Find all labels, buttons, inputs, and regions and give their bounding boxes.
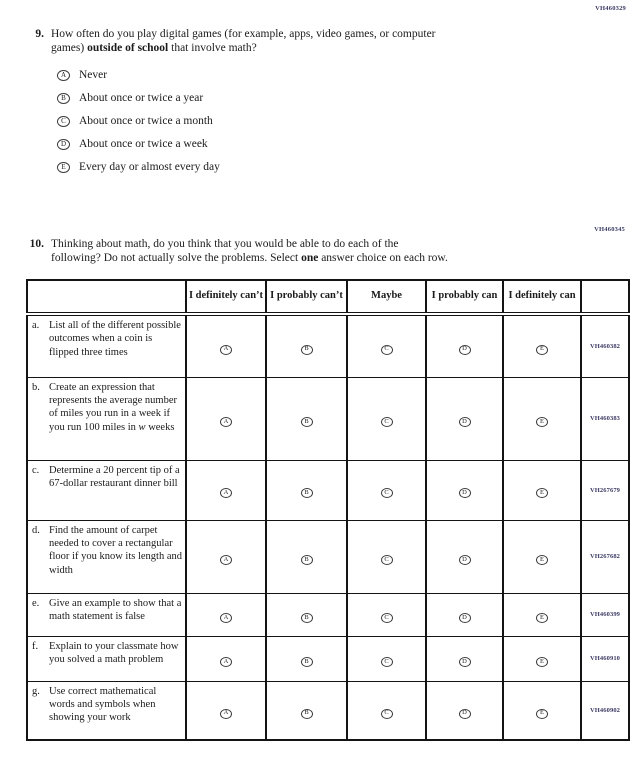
- row-c-bubble-a-icon[interactable]: A: [220, 488, 232, 498]
- row-c-code: VH267679: [581, 460, 629, 520]
- row-f-cell-probably-cant: [266, 636, 347, 681]
- option-label: About once or twice a week: [79, 138, 208, 150]
- question-9-text: [51, 27, 436, 55]
- table-row-c: [27, 460, 629, 520]
- row-c-bubble-d-icon[interactable]: D: [459, 488, 471, 498]
- row-f-cell-definitely-can: [503, 636, 581, 681]
- row-a-stem-text: List all of the different possible outcomes when a coin is flipped three times: [49, 320, 181, 358]
- row-b-stem-post: weeks: [145, 421, 175, 433]
- option-once-twice-year: [57, 91, 640, 105]
- row-b-bubble-c-icon[interactable]: C: [381, 417, 393, 427]
- row-b-cell-maybe: [347, 377, 426, 460]
- row-d-stem: [27, 520, 186, 593]
- answer-bubble-b-icon[interactable]: B: [57, 93, 70, 104]
- question-9-line1: How often do you play digital games (for example, apps, video games, or computer: [51, 28, 436, 40]
- row-d-bubble-e-icon[interactable]: E: [536, 555, 548, 565]
- row-c-stem: [27, 460, 186, 520]
- question-9-line2-bold: outside of school: [87, 42, 169, 54]
- row-c-cell-definitely-cant: [186, 460, 266, 520]
- row-g-bubble-a-icon[interactable]: A: [220, 709, 232, 719]
- row-g-bubble-c-icon[interactable]: C: [381, 709, 393, 719]
- row-c-cell-probably-can: [426, 460, 503, 520]
- row-a-stem: [27, 314, 186, 377]
- row-b-cell-probably-cant: [266, 377, 347, 460]
- row-g-cell-definitely-can: [503, 681, 581, 740]
- table-row-g: [27, 681, 629, 740]
- row-c-cell-definitely-can: [503, 460, 581, 520]
- row-a-cell-definitely-can: [503, 314, 581, 377]
- header-maybe: Maybe: [347, 280, 426, 314]
- row-b-stem: [27, 377, 186, 460]
- row-c-cell-probably-cant: [266, 460, 347, 520]
- table-row-a: [27, 314, 629, 377]
- row-d-cell-probably-can: [426, 520, 503, 593]
- answer-bubble-a-icon[interactable]: A: [57, 70, 70, 81]
- question-10-number: 10.: [29, 238, 44, 250]
- row-f-stem-text: Explain to your classmate how you solved a math problem: [49, 640, 179, 665]
- row-b-cell-definitely-can: [503, 377, 581, 460]
- row-d-bubble-a-icon[interactable]: A: [220, 555, 232, 565]
- row-a-cell-probably-cant: [266, 314, 347, 377]
- answer-bubble-d-icon[interactable]: D: [57, 139, 70, 150]
- row-f-bubble-c-icon[interactable]: C: [381, 657, 393, 667]
- row-b-bubble-b-icon[interactable]: B: [301, 417, 313, 427]
- row-d-bubble-b-icon[interactable]: B: [301, 555, 313, 565]
- answer-matrix-table: [26, 279, 630, 741]
- row-g-cell-definitely-cant: [186, 681, 266, 740]
- row-a-cell-definitely-cant: [186, 314, 266, 377]
- question-10-line2-pre: following? Do not actually solve the problems. Select: [51, 252, 302, 264]
- row-b-stem-pre: Create an expression that represents the average number of miles you run in a week if you run 100 miles in: [49, 381, 177, 433]
- row-f-cell-definitely-cant: [186, 636, 266, 681]
- row-d-cell-definitely-can: [503, 520, 581, 593]
- question-10-text: [51, 237, 448, 265]
- row-f-bubble-e-icon[interactable]: E: [536, 657, 548, 667]
- row-c-bubble-b-icon[interactable]: B: [301, 488, 313, 498]
- row-a-bubble-b-icon[interactable]: B: [301, 345, 313, 355]
- row-f-bubble-b-icon[interactable]: B: [301, 657, 313, 667]
- row-b-bubble-d-icon[interactable]: D: [459, 417, 471, 427]
- row-g-cell-probably-cant: [266, 681, 347, 740]
- question-9: [0, 0, 640, 174]
- row-e-code: VH460399: [581, 593, 629, 636]
- row-f-cell-maybe: [347, 636, 426, 681]
- table-header-row: [27, 280, 629, 314]
- row-e-bubble-c-icon[interactable]: C: [381, 613, 393, 623]
- question-9-number: 9.: [35, 28, 44, 40]
- form-code-q10: VH460345: [594, 226, 625, 233]
- answer-bubble-c-icon[interactable]: C: [57, 116, 70, 127]
- row-a-bubble-d-icon[interactable]: D: [459, 345, 471, 355]
- row-b-code: VH460383: [581, 377, 629, 460]
- row-f-bubble-d-icon[interactable]: D: [459, 657, 471, 667]
- row-e-stem-text: Give an example to show that a math statement is false: [49, 597, 182, 622]
- table-row-b: [27, 377, 629, 460]
- header-probably-can: I probably can: [426, 280, 503, 314]
- question-9-line2-pre: games): [51, 42, 88, 54]
- question-10-line2-bold: one: [301, 252, 319, 264]
- row-b-stem-text: [49, 381, 182, 435]
- header-code-column: [581, 280, 629, 314]
- row-f-code: VH460910: [581, 636, 629, 681]
- header-definitely-cant: I definitely can’t: [186, 280, 266, 314]
- row-c-bubble-c-icon[interactable]: C: [381, 488, 393, 498]
- option-label: Every day or almost every day: [79, 161, 220, 173]
- table-row-e: [27, 593, 629, 636]
- answer-bubble-e-icon[interactable]: E: [57, 162, 70, 173]
- option-label: About once or twice a month: [79, 115, 213, 127]
- row-b-cell-probably-can: [426, 377, 503, 460]
- row-d-bubble-c-icon[interactable]: C: [381, 555, 393, 565]
- row-e-cell-probably-cant: [266, 593, 347, 636]
- row-d-cell-maybe: [347, 520, 426, 593]
- option-once-twice-week: [57, 137, 640, 151]
- row-f-cell-probably-can: [426, 636, 503, 681]
- row-f-stem: [27, 636, 186, 681]
- form-code-q9: VH460329: [595, 5, 626, 12]
- row-a-bubble-e-icon[interactable]: E: [536, 345, 548, 355]
- option-every-day: [57, 160, 640, 174]
- row-f-bubble-a-icon[interactable]: A: [220, 657, 232, 667]
- row-b-bubble-a-icon[interactable]: A: [220, 417, 232, 427]
- row-b-stem-variable: w: [138, 421, 146, 433]
- row-d-letter: d.: [32, 524, 40, 536]
- option-once-twice-month: [57, 114, 640, 128]
- table-row-f: [27, 636, 629, 681]
- row-g-stem-text: Use correct mathematical words and symbols when showing your work: [49, 685, 157, 724]
- row-e-letter: e.: [32, 597, 40, 609]
- question-10-line1: Thinking about math, do you think that you would be able to do each of the: [51, 238, 399, 250]
- question-9-prompt: [0, 27, 640, 55]
- row-a-bubble-c-icon[interactable]: C: [381, 345, 393, 355]
- row-g-bubble-b-icon[interactable]: B: [301, 709, 313, 719]
- row-b-cell-definitely-cant: [186, 377, 266, 460]
- row-g-stem: [27, 681, 186, 740]
- row-g-bubble-d-icon[interactable]: D: [459, 709, 471, 719]
- question-10-prompt: [0, 237, 640, 265]
- option-label: About once or twice a year: [79, 92, 204, 104]
- question-9-options: [57, 68, 640, 174]
- row-e-cell-maybe: [347, 593, 426, 636]
- row-b-bubble-e-icon[interactable]: E: [536, 417, 548, 427]
- row-g-bubble-e-icon[interactable]: E: [536, 709, 548, 719]
- row-c-cell-maybe: [347, 460, 426, 520]
- header-definitely-can: I definitely can: [503, 280, 581, 314]
- row-g-code: VH460902: [581, 681, 629, 740]
- row-e-cell-definitely-cant: [186, 593, 266, 636]
- header-probably-cant: I probably can’t: [266, 280, 347, 314]
- row-c-stem-text: Determine a 20 percent tip of a 67-dollar restaurant dinner bill: [49, 464, 180, 489]
- row-a-bubble-a-icon[interactable]: A: [220, 345, 232, 355]
- row-e-bubble-b-icon[interactable]: B: [301, 613, 313, 623]
- row-a-cell-maybe: [347, 314, 426, 377]
- row-e-stem: [27, 593, 186, 636]
- option-never: [57, 68, 640, 82]
- row-e-cell-definitely-can: [503, 593, 581, 636]
- row-d-cell-probably-cant: [266, 520, 347, 593]
- row-f-letter: f.: [32, 640, 39, 652]
- row-e-bubble-d-icon[interactable]: D: [459, 613, 471, 623]
- row-a-code: VH460382: [581, 314, 629, 377]
- row-d-code: VH267682: [581, 520, 629, 593]
- question-10: [0, 237, 640, 741]
- row-d-cell-definitely-cant: [186, 520, 266, 593]
- row-c-letter: c.: [32, 464, 40, 476]
- row-a-cell-probably-can: [426, 314, 503, 377]
- table-row-d: [27, 520, 629, 593]
- row-a-letter: a.: [32, 320, 40, 331]
- row-d-bubble-d-icon[interactable]: D: [459, 555, 471, 565]
- row-d-stem-text: Find the amount of carpet needed to cover a rectangular floor if you know its length and width: [49, 524, 182, 576]
- row-g-cell-probably-can: [426, 681, 503, 740]
- row-c-bubble-e-icon[interactable]: E: [536, 488, 548, 498]
- row-g-cell-maybe: [347, 681, 426, 740]
- row-b-letter: b.: [32, 381, 40, 393]
- row-g-letter: g.: [32, 685, 40, 697]
- question-10-line2-post: answer choice on each row.: [318, 252, 448, 264]
- row-e-bubble-a-icon[interactable]: A: [220, 613, 232, 623]
- row-e-bubble-e-icon[interactable]: E: [536, 613, 548, 623]
- table-corner-cell: [27, 280, 186, 314]
- option-label: Never: [79, 69, 108, 81]
- question-9-line2-post: that involve math?: [168, 42, 257, 54]
- row-e-cell-probably-can: [426, 593, 503, 636]
